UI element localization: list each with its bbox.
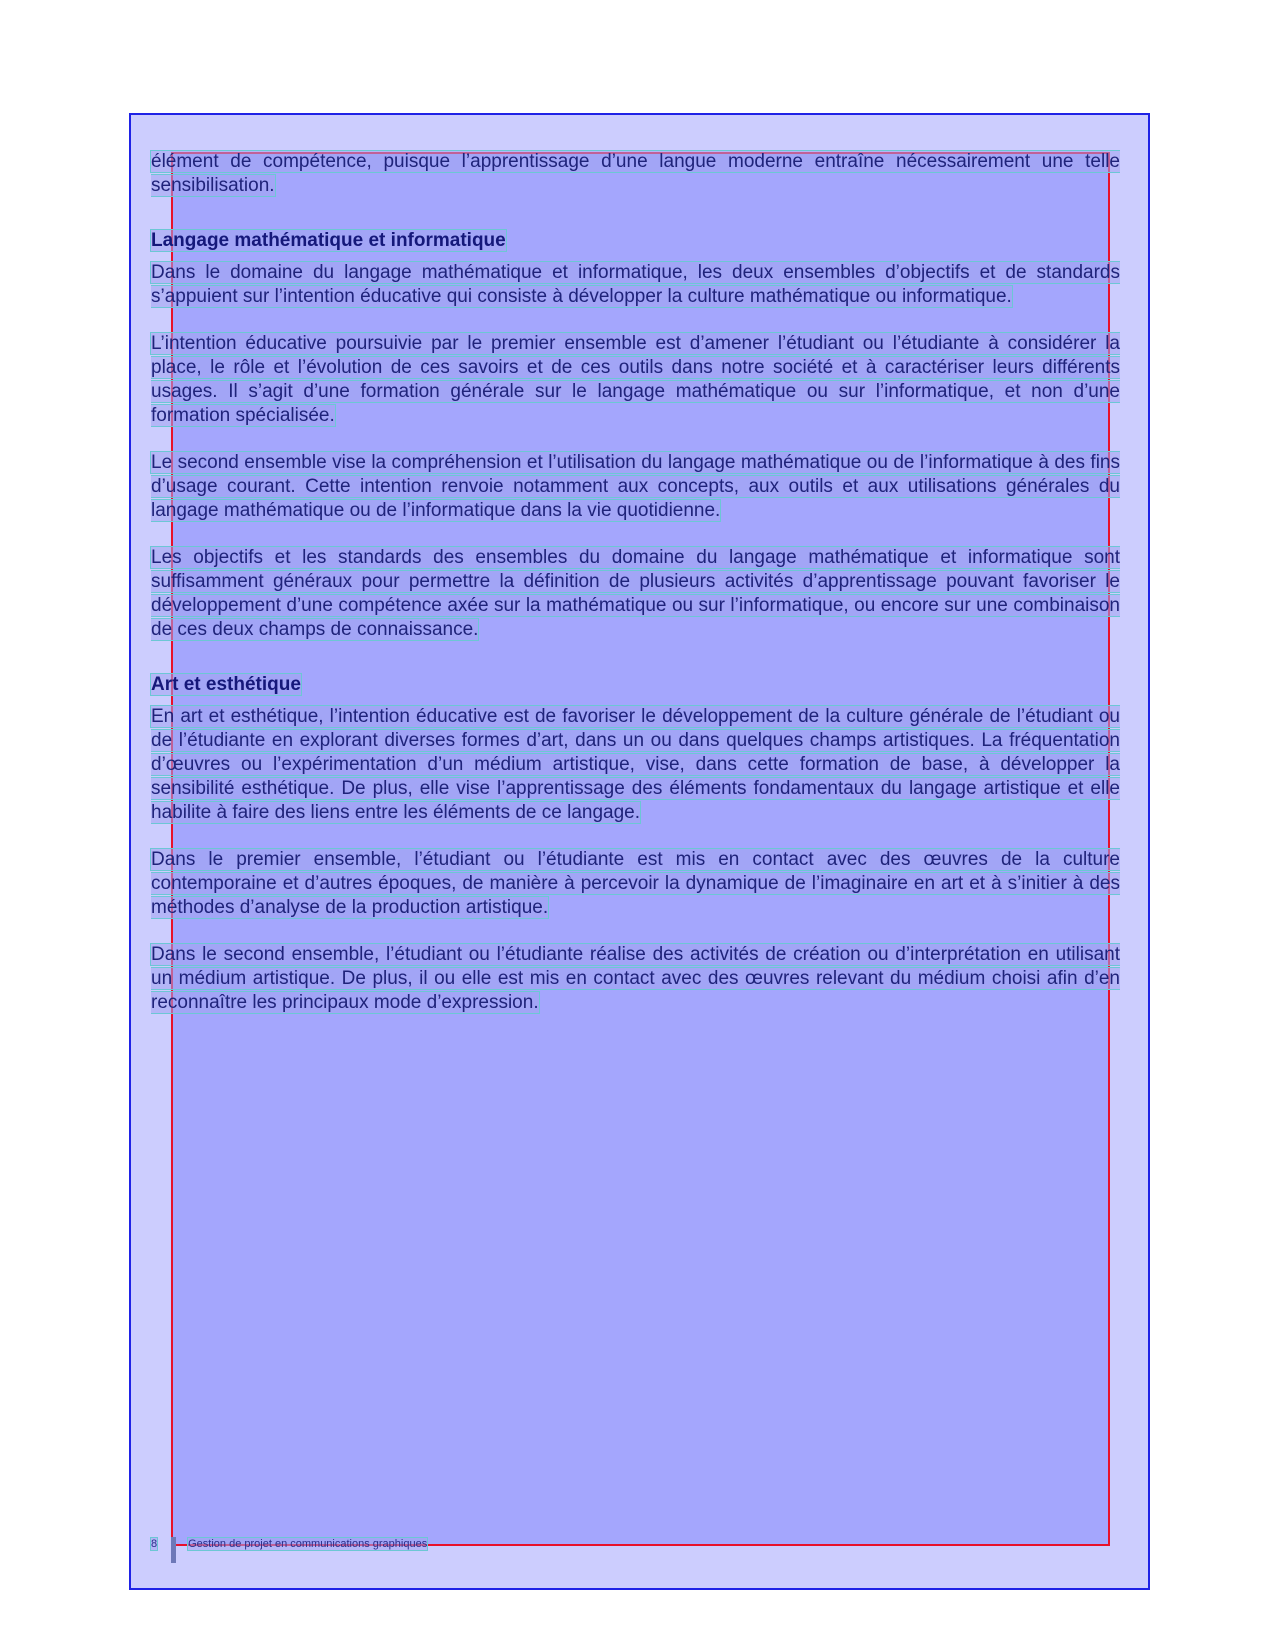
footer-title: Gestion de projet en communications graphiques	[188, 1538, 428, 1550]
paragraph: L’intention éducative poursuivie par le premier ensemble est d’amener l’étudiant ou l’étudiante à considérer la place, le rôle et l’évolution de ces savoirs et de ces outils dans notre société et à caractériser leurs différents usages. Il s’agit d’une formation générale sur le langage mathématique ou sur l’informatique, et non d’une formation spécialisée.	[151, 333, 1120, 426]
page-footer	[151, 1537, 427, 1563]
paragraph: Les objectifs et les standards des ensembles du domaine du langage mathématique et informatique sont suffisamment généraux pour permettre la définition de plusieurs activités d’apprentissage pouvant favoriser le développement d’une compétence axée sur la mathématique ou sur l’informatique, ou encore sur une combinaison de ces deux champs de connaissance.	[151, 547, 1120, 640]
page-number: 8	[151, 1538, 158, 1550]
section-heading-math: Langage mathématique et informatique	[151, 230, 506, 251]
paragraph: Dans le domaine du langage mathématique et informatique, les deux ensembles d’objectifs et de standards s’appuient sur l’intention éducative qui consiste à développer la culture mathématique ou informatique.	[151, 262, 1120, 307]
paragraph: Dans le premier ensemble, l’étudiant ou l’étudiante est mis en contact avec des œuvres de la culture contemporaine et d’autres époques, de manière à percevoir la dynamique de l’imaginaire en art et à s’initier à des méthodes d’analyse de la production artistique.	[151, 849, 1120, 918]
paragraph: élément de compétence, puisque l’apprentissage d’une langue moderne entraîne nécessairement une telle sensibilisation.	[151, 151, 1120, 196]
footer-divider	[171, 1537, 176, 1563]
paragraph: Dans le second ensemble, l’étudiant ou l’étudiante réalise des activités de création ou d’interprétation en utilisant un médium artistique. De plus, il ou elle est mis en contact avec des œuvres relevant du médium choisi afin d’en reconnaître les principaux mode d’expression.	[151, 944, 1120, 1013]
section-heading-art: Art et esthétique	[151, 674, 301, 695]
paragraph: Le second ensemble vise la compréhension et l’utilisation du langage mathématique ou de l’informatique à des fins d’usage courant. Cette intention renvoie notamment aux concepts, aux outils et aux utilisations générales du langage mathématique ou de l’informatique dans la vie quotidienne.	[151, 452, 1120, 521]
document-body	[151, 150, 1120, 1015]
paragraph: En art et esthétique, l’intention éducative est de favoriser le développement de la culture générale de l’étudiant ou de l’étudiante en explorant diverses formes d’art, dans un ou dans quelques champs artistiques. La fréquentation d’œuvres ou l’expérimentation d’un médium artistique, vise, dans cette formation de base, à développer la sensibilité esthétique. De plus, elle vise l’apprentissage des éléments fondamentaux du langage artistique et elle habilite à faire des liens entre les éléments de ce langage.	[151, 706, 1120, 823]
